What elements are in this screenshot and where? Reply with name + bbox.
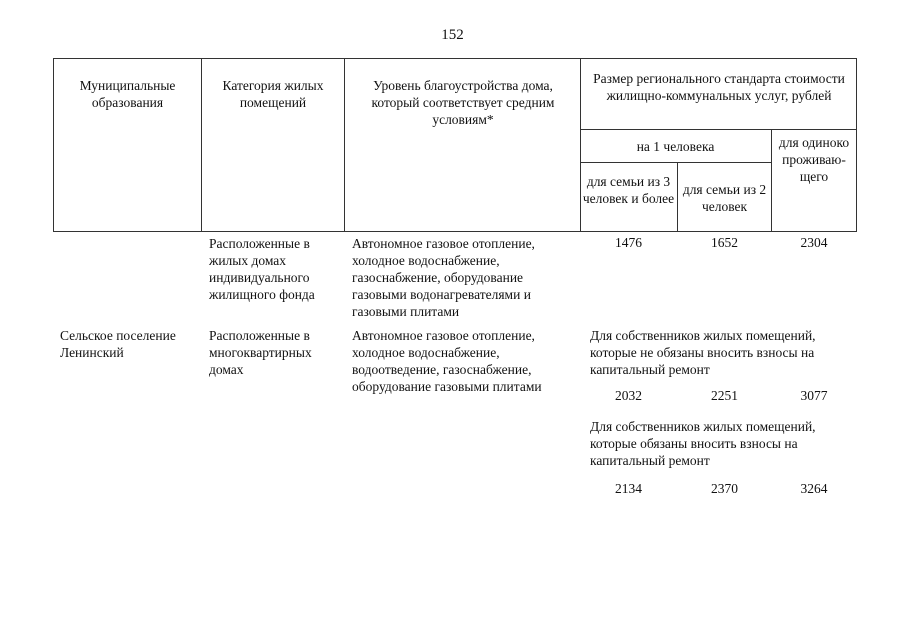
header-category: Категория жилых помещений <box>222 78 324 110</box>
header-municipal: Муниципальные образования <box>79 78 176 110</box>
row2-note-capital-repair: Для собственников жилых помещений, которые обязаны вносить взносы на капитальный ремонт <box>590 419 816 468</box>
header-level: Уровень благоустройства дома, который соответствует средним условиям* <box>371 78 555 127</box>
row2-level: Автономное газовое отопление, холодное водоснабжение, водоотведение, газоснабжение, оборудование газовыми плитами <box>352 328 542 394</box>
row2-value2-family2: 2370 <box>711 481 738 496</box>
header-standard-size: Размер регионального стандарта стоимости жилищно-коммунальных услуг, рублей <box>593 71 845 103</box>
row2-value2-single: 3264 <box>800 481 828 496</box>
header-family-2: для семьи из 2 человек <box>682 182 767 214</box>
row1-value-single: 2304 <box>800 235 828 250</box>
row1-value-family2: 1652 <box>711 235 738 250</box>
row2-note-no-capital-repair: Для собственников жилых помещений, которые не обязаны вносить взносы на капитальный ремонт <box>590 328 816 377</box>
header-family-3: для семьи из 3 человек и более <box>582 174 675 206</box>
row2-value1-family3: 2032 <box>615 388 642 403</box>
row2-category: Расположенные в многоквартирных домах <box>209 328 312 377</box>
row2-value1-family2: 2251 <box>711 388 738 403</box>
row1-value-family3: 1476 <box>615 235 642 250</box>
row1-category: Расположенные в жилых домах индивидуального жилищного фонда <box>209 236 315 302</box>
row2-value2-family3: 2134 <box>615 481 642 496</box>
row1-level: Автономное газовое отопление, холодное водоснабжение, газоснабжение, оборудование газовыми водонагревателями и газовыми плитами <box>352 236 535 319</box>
header-per-person: на 1 человека <box>636 139 715 154</box>
row2-municipality: Сельское поселение Ленинский <box>60 328 176 360</box>
page-number: 152 <box>441 27 464 43</box>
row2-value1-single: 3077 <box>800 388 828 403</box>
header-single: для одиноко проживаю-щего <box>778 135 850 184</box>
